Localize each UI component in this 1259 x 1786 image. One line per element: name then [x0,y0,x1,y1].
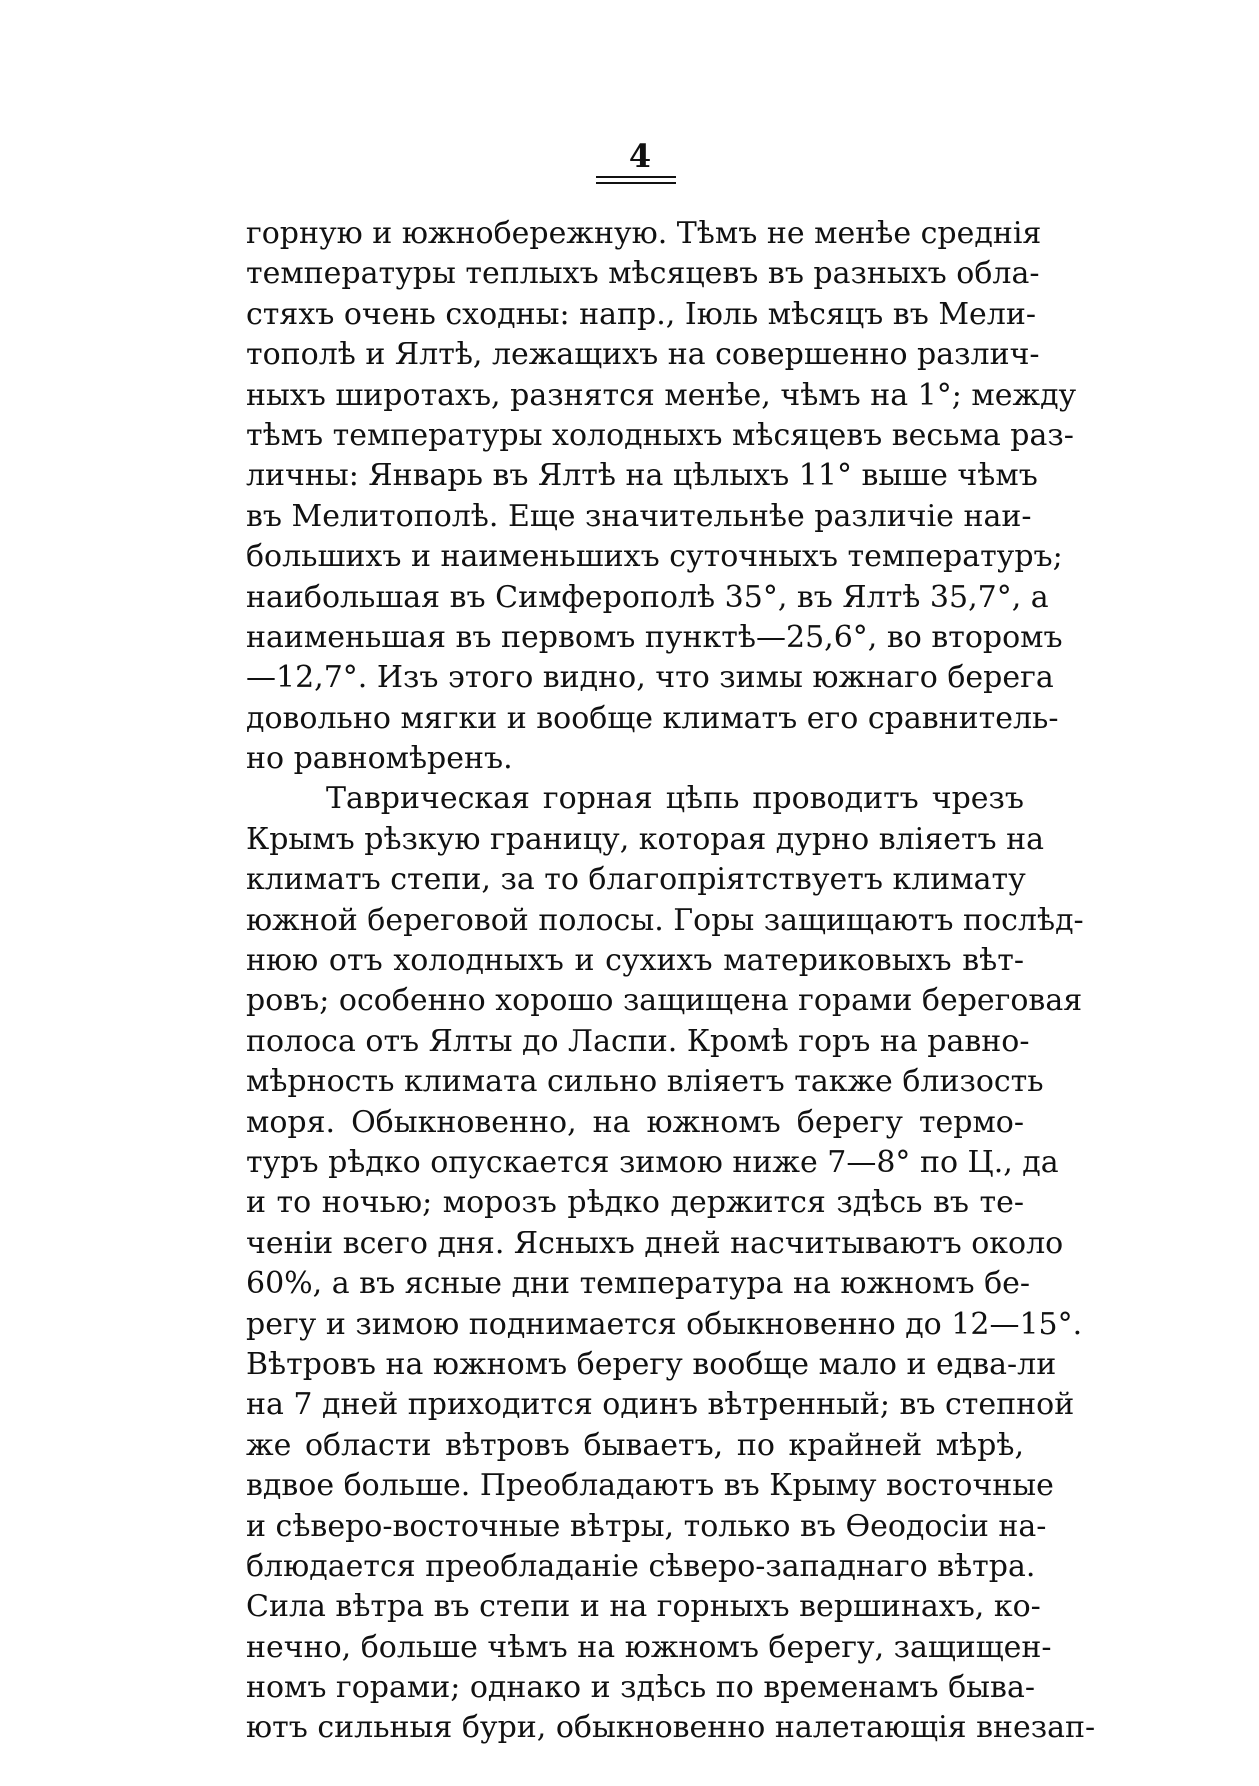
text-line: и сѣверо-восточные вѣтры, только въ Ѳеодосіи на- [246,1508,1047,1544]
text-line: большихъ и наименьшихъ суточныхъ температуръ; [246,539,1063,575]
text-line: Вѣтровъ на южномъ берегу вообще мало и едва-ли [246,1346,1057,1382]
text-line: ровъ; особенно хорошо защищена горами береговая [246,983,1083,1019]
text-line: личны: Январь въ Ялтѣ на цѣлыхъ 11° выше чѣмъ [246,458,1038,494]
paragraph-start-line: Таврическая горная цѣпь проводитъ чрезъ [326,781,1024,817]
page-number-underline [596,176,676,186]
text-line: наименьшая въ первомъ пунктѣ—25,6°, во второмъ [246,619,1063,655]
text-line: 60%, а въ ясные дни температура на южномъ бе- [246,1266,1031,1302]
text-line: моря. Обыкновенно, на южномъ берегу термо- [246,1104,1024,1140]
text-line: полоса отъ Ялты до Ласпи. Кромѣ горъ на равно- [246,1023,1030,1059]
text-line: ченіи всего дня. Ясныхъ дней насчитываютъ около [246,1225,1064,1261]
text-line: —12,7°. Изъ этого видно, что зимы южнаго берега [246,660,1054,696]
rule-bottom [596,182,676,184]
paragraph-end-line: но равномѣренъ. [246,741,513,777]
body-text [246,214,1096,1749]
text-line: же области вѣтровъ бываетъ, по крайней мѣрѣ, [246,1427,1024,1463]
text-line: южной береговой полосы. Горы защищаютъ послѣд- [246,902,1084,938]
text-line: мѣрность климата сильно вліяетъ также близость [246,1064,1044,1100]
text-line: температуры теплыхъ мѣсяцевъ въ разныхъ обла- [246,256,1040,292]
text-line: блюдается преобладаніе сѣверо-западнаго вѣтра. [246,1548,1036,1584]
rule-top [596,176,676,178]
text-line: въ Мелитополѣ. Еще значительнѣе различіе наи- [246,498,1032,534]
text-line: климатъ степи, за то благопріятствуетъ климату [246,862,1026,898]
page-number: 4 [628,137,652,175]
text-line: ныхъ широтахъ, разнятся менѣе, чѣмъ на 1°; между [246,377,1077,413]
text-line: тѣмъ температуры холодныхъ мѣсяцевъ весьма раз- [246,417,1074,453]
text-line: на 7 дней приходится одинъ вѣтренный; въ степной [246,1387,1075,1423]
text-line: нечно, больше чѣмъ на южномъ берегу, защищен- [246,1629,1052,1665]
text-line: вдвое больше. Преобладаютъ въ Крыму восточные [246,1468,1054,1504]
text-line: регу и зимою поднимается обыкновенно до 12—15°. [246,1306,1083,1342]
text-line: номъ горами; однако и здѣсь по временамъ быва- [246,1670,1035,1706]
text-line: стяхъ очень сходны: напр., Іюль мѣсяцъ въ Мели- [246,296,1036,332]
text-line: наибольшая въ Симферополѣ 35°, въ Ялтѣ 35,7°, а [246,579,1049,615]
text-line: горную и южнобережную. Тѣмъ не менѣе среднія [246,216,1042,251]
text-line: и то ночью; морозъ рѣдко держится здѣсь въ те- [246,1185,1024,1221]
text-line: ютъ сильныя бури, обыкновенно налетающія внезап- [246,1710,1096,1746]
text-line: тополѣ и Ялтѣ, лежащихъ на совершенно различ- [246,337,1040,373]
text-line: Крымъ рѣзкую границу, которая дурно вліяетъ на [246,821,1045,857]
text-line: нюю отъ холодныхъ и сухихъ материковыхъ вѣт- [246,943,1024,979]
text-line: туръ рѣдко опускается зимою ниже 7—8° по Ц., да [246,1144,1059,1180]
text-line: довольно мягки и вообще климатъ его сравнитель- [246,700,1059,736]
text-line: Сила вѣтра въ степи и на горныхъ вершинахъ, ко- [246,1589,1041,1625]
